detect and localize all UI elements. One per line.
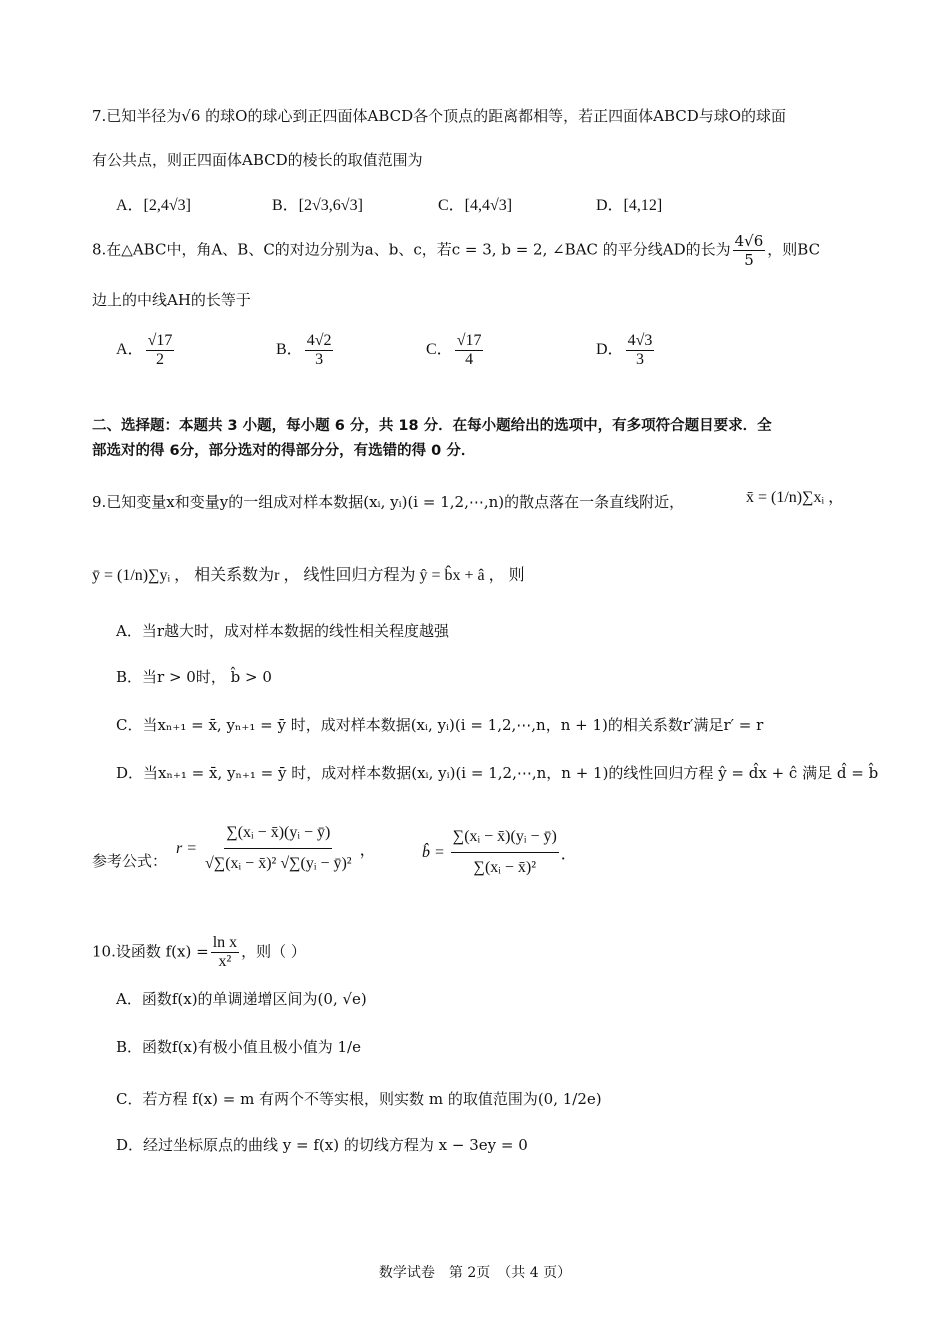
q8-option-b-num: 4√2	[306, 332, 332, 349]
q10-line1-tail: ，则（ ）	[241, 942, 306, 961]
q8-line1	[92, 232, 872, 269]
q7-option-d: D．[4,12]	[596, 197, 663, 214]
q8-option-d-den: 3	[635, 351, 644, 368]
q8-ad-length-fraction	[733, 232, 766, 269]
q9-option-c: C．当xₙ₊₁ = x̄, yₙ₊₁ = ȳ 时，成对样本数据(xᵢ, yᵢ)(i = 1,2,⋯,n，n + 1)的相关系数r′满足r′ = r	[116, 716, 764, 734]
q8-line2: 边上的中线AH的长等于	[92, 291, 251, 309]
q9-line2: ȳ = (1/n)∑yᵢ ， 相关系数为r ， 线性回归方程为 ŷ = b̂x + â ， 则	[92, 567, 525, 584]
q7-option-a: A．[2,4√3]	[116, 197, 191, 214]
page-footer: 数学试卷 第 2页 （共 4 页）	[378, 1265, 572, 1281]
q8-option-c	[426, 332, 485, 369]
q9-reference-label: 参考公式：	[92, 852, 168, 870]
q9-option-d: D．当xₙ₊₁ = x̄, yₙ₊₁ = ȳ 时，成对样本数据(xᵢ, yᵢ)(i = 1,2,⋯,n，n + 1)的线性回归方程 ŷ = d̂x + ĉ 满足 d̂ = b̂	[116, 764, 879, 782]
q8-ad-den: 5	[744, 251, 754, 269]
q8-line1-tail: ，则BC	[767, 240, 821, 259]
q8-option-b	[276, 332, 335, 369]
q7-option-b: B．[2√3,6√3]	[272, 197, 363, 214]
q8-option-a-den: 2	[155, 351, 164, 368]
q9-ref-period: ．	[560, 846, 577, 863]
q9-ref-b-symbol: b̂ =	[422, 843, 449, 861]
section2-heading-line1: 二、选择题：本题共 3 小题，每小题 6 分，共 18 分．在每小题给出的选项中，有多项符合题目要求．全	[92, 418, 772, 434]
q10-func-num: ln x	[212, 934, 238, 951]
q8-ad-num: 4√6	[734, 232, 764, 250]
q7-line1: 7.已知半径为√6 的球O的球心到正四面体ABCD各个顶点的距离都相等，若正四面体ABCD与球O的球面	[92, 107, 787, 125]
q9-xbar-formula: x̄ = (1/n)∑xᵢ ，	[746, 489, 845, 506]
q8-option-b-label: B．	[276, 341, 303, 359]
q9-ref-b-den: ∑(xᵢ − x̄)²	[473, 859, 537, 876]
q9-ref-r-num: ∑(xᵢ − x̄)(yᵢ − ȳ)	[224, 818, 332, 849]
q8-option-c-label: C．	[426, 341, 453, 359]
q10-line1	[92, 934, 872, 971]
q10-option-b: B．函数f(x)有极小值且极小值为 1/e	[116, 1038, 361, 1056]
q9-line1: 9.已知变量x和变量y的一组成对样本数据(xᵢ, yᵢ)(i = 1,2,⋯,n)的散点落在一条直线附近，	[92, 493, 685, 511]
section2-heading-line2: 部选对的得 6分，部分选对的得部分分，有选错的得 0 分．	[92, 443, 476, 459]
q9-option-a: A．当r越大时，成对样本数据的线性相关程度越强	[116, 622, 450, 640]
q8-option-a	[116, 332, 176, 369]
q8-option-a-label: A．	[116, 341, 144, 359]
q10-option-c: C．若方程 f(x) = m 有两个不等实根，则实数 m 的取值范围为(0, 1/2e)	[116, 1090, 602, 1108]
q8-option-d-label: D．	[596, 341, 624, 359]
q10-option-a: A．函数f(x)的单调递增区间为(0, √e)	[116, 990, 367, 1008]
q9-ref-r-symbol: r =	[176, 839, 202, 857]
q8-option-a-num: √17	[147, 332, 173, 349]
q9-ref-b-num: ∑(xᵢ − x̄)(yᵢ − ȳ)	[451, 822, 559, 853]
q9-option-b: B．当r > 0时， b̂ > 0	[116, 668, 272, 686]
q8-option-d-num: 4√3	[627, 332, 653, 349]
q8-option-d	[596, 332, 656, 369]
q8-option-c-den: 4	[465, 351, 474, 368]
q9-reference-b-formula	[422, 822, 577, 883]
q8-option-c-num: √17	[456, 332, 482, 349]
q8-option-b-den: 3	[315, 351, 324, 368]
q10-option-d: D．经过坐标原点的曲线 y = f(x) 的切线方程为 x − 3ey = 0	[116, 1136, 528, 1154]
q10-line1-text: 10.设函数 f(x) =	[92, 942, 209, 961]
q7-option-c: C．[4,4√3]	[438, 197, 513, 214]
q7-line2: 有公共点，则正四面体ABCD的棱长的取值范围为	[92, 151, 423, 169]
q8-line1-text: 8.在△ABC中，角A、B、C的对边分别为a、b、c，若c = 3, b = 2, ∠BAC 的平分线AD的长为	[92, 240, 731, 259]
q9-ref-comma: ，	[355, 842, 376, 859]
q10-func-den: x²	[218, 953, 232, 970]
q9-ref-r-den: √∑(xᵢ − x̄)² √∑(yᵢ − ȳ)²	[205, 855, 352, 872]
q9-reference-r-formula	[176, 818, 376, 879]
